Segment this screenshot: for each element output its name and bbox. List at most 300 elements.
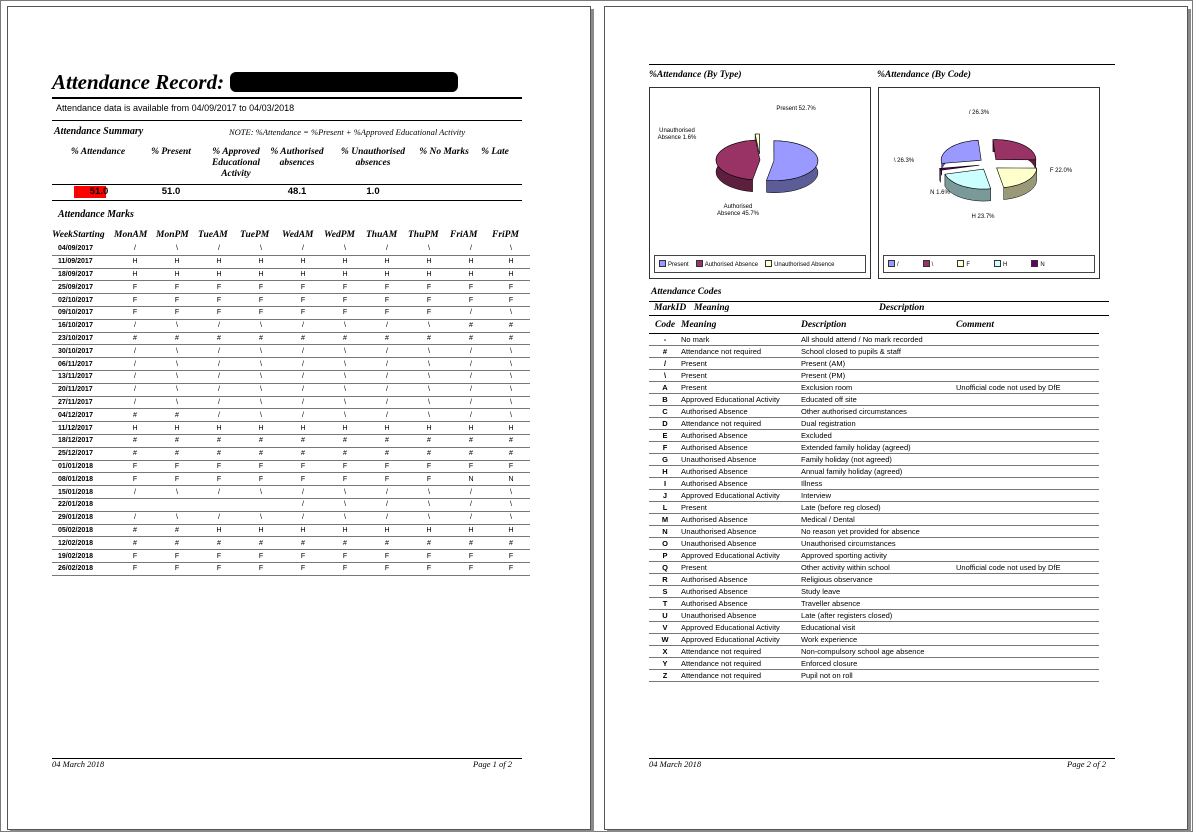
week-start-cell: 11/12/2017 <box>52 422 114 435</box>
mark-cell: H <box>282 422 324 435</box>
mark-cell: # <box>492 434 530 447</box>
mark-cell: \ <box>408 370 450 383</box>
description-cell: Late (after registers closed) <box>801 610 956 622</box>
mark-cell: \ <box>408 358 450 371</box>
meaning-cell: Attendance not required <box>681 346 801 358</box>
marks-body <box>52 243 530 575</box>
code-cell: Y <box>649 658 681 670</box>
marks-header-cell: MonAM <box>114 230 148 240</box>
mark-cell: / <box>450 498 492 511</box>
mark-cell: \ <box>156 358 198 371</box>
mark-cell: \ <box>240 383 282 396</box>
mark-cell: \ <box>324 383 366 396</box>
mark-cell: # <box>198 332 240 345</box>
pie-slice- <box>941 140 981 163</box>
description-cell: Interview <box>801 490 956 502</box>
mark-cell: H <box>114 268 156 281</box>
mark-cell: # <box>156 524 198 537</box>
code-cell: P <box>649 550 681 562</box>
mark-cell: / <box>450 370 492 383</box>
comment-cell <box>956 550 1099 562</box>
mark-cell: # <box>198 434 240 447</box>
description-cell: Present (PM) <box>801 370 956 382</box>
mark-cell: H <box>282 524 324 537</box>
mark-cell: \ <box>492 409 530 422</box>
comment-cell <box>956 442 1099 454</box>
legend-swatch <box>696 260 703 267</box>
marks-header-cell: FriAM <box>450 230 478 240</box>
mark-cell: F <box>114 294 156 307</box>
summary-header-no-marks: % No Marks <box>419 147 469 157</box>
footer-rule <box>52 758 522 759</box>
table-row <box>52 345 530 358</box>
description-cell: Excluded <box>801 430 956 442</box>
mark-cell: F <box>114 306 156 319</box>
code-cell: U <box>649 610 681 622</box>
mark-cell: H <box>408 422 450 435</box>
title-text: Attendance Record: <box>52 70 225 94</box>
mark-cell: H <box>198 268 240 281</box>
legend-entry <box>957 260 970 268</box>
mark-cell: \ <box>324 396 366 409</box>
meaning-cell: Authorised Absence <box>681 466 801 478</box>
mark-cell: # <box>282 447 324 460</box>
meaning-cell: Unauthorised Absence <box>681 538 801 550</box>
mark-cell: F <box>282 294 324 307</box>
table-row <box>52 562 530 575</box>
meaning-cell: Attendance not required <box>681 646 801 658</box>
mark-cell: F <box>366 460 408 473</box>
week-start-cell: 04/12/2017 <box>52 409 114 422</box>
code-cell: A <box>649 382 681 394</box>
mark-cell: \ <box>492 358 530 371</box>
mark-cell: F <box>450 562 492 575</box>
mark-cell: \ <box>156 370 198 383</box>
mark-cell: F <box>198 460 240 473</box>
mark-cell: / <box>366 345 408 358</box>
redacted-name <box>230 72 458 92</box>
summary-rule-top <box>52 184 522 185</box>
code-cell: # <box>649 346 681 358</box>
mark-cell: / <box>366 409 408 422</box>
marks-header-cell: TuePM <box>240 230 270 240</box>
mark-cell: F <box>198 281 240 294</box>
table-row <box>52 268 530 281</box>
mark-cell: / <box>198 370 240 383</box>
table-row <box>649 538 1099 550</box>
mark-cell: F <box>282 460 324 473</box>
mark-cell: \ <box>408 498 450 511</box>
mark-cell: / <box>366 358 408 371</box>
mark-cell: / <box>114 243 156 255</box>
mark-cell: H <box>450 268 492 281</box>
mark-cell: F <box>408 473 450 486</box>
mark-cell: H <box>450 422 492 435</box>
week-start-cell: 08/01/2018 <box>52 473 114 486</box>
mark-cell: / <box>114 370 156 383</box>
mark-cell: F <box>492 562 530 575</box>
table-row <box>649 442 1099 454</box>
week-start-cell: 30/10/2017 <box>52 345 114 358</box>
mark-cell: H <box>366 255 408 268</box>
comment-cell <box>956 526 1099 538</box>
mark-cell: \ <box>408 486 450 499</box>
meaning-cell: Unauthorised Absence <box>681 454 801 466</box>
pie-slice- <box>993 140 1036 160</box>
table-row <box>649 562 1099 574</box>
mark-cell: / <box>198 383 240 396</box>
mark-cell: # <box>366 537 408 550</box>
table-row <box>649 658 1099 670</box>
comment-cell <box>956 634 1099 646</box>
mark-cell: # <box>324 447 366 460</box>
description-cell: Other authorised circumstances <box>801 406 956 418</box>
mark-cell: F <box>450 294 492 307</box>
description-cell: Illness <box>801 478 956 490</box>
table-row <box>649 646 1099 658</box>
mark-cell <box>114 498 156 511</box>
description-cell: Educational visit <box>801 622 956 634</box>
table-row <box>649 634 1099 646</box>
mark-cell: F <box>156 294 198 307</box>
legend-label: / <box>897 262 899 268</box>
table-row <box>649 514 1099 526</box>
mark-cell: \ <box>408 345 450 358</box>
table-row <box>52 243 530 255</box>
mark-cell: H <box>240 255 282 268</box>
description-cell: Dual registration <box>801 418 956 430</box>
mark-cell: # <box>450 447 492 460</box>
mark-cell: / <box>450 358 492 371</box>
legend-swatch <box>923 260 930 267</box>
mark-cell: \ <box>240 243 282 255</box>
comment-cell <box>956 514 1099 526</box>
table-row <box>649 526 1099 538</box>
comment-cell <box>956 646 1099 658</box>
mark-cell: F <box>240 281 282 294</box>
meaning-cell: Authorised Absence <box>681 478 801 490</box>
meaning-cell: Unauthorised Absence <box>681 610 801 622</box>
legend-label: Unauthorised Absence <box>774 262 835 268</box>
mark-cell: \ <box>156 511 198 524</box>
table-row <box>52 473 530 486</box>
mark-cell: / <box>198 345 240 358</box>
week-start-cell: 04/09/2017 <box>52 243 114 255</box>
mark-cell: H <box>408 255 450 268</box>
mark-cell: # <box>450 319 492 332</box>
mark-cell: # <box>114 524 156 537</box>
week-start-cell: 06/11/2017 <box>52 358 114 371</box>
meaning-cell: Attendance not required <box>681 418 801 430</box>
meaning-cell: Approved Educational Activity <box>681 394 801 406</box>
mark-cell: F <box>324 562 366 575</box>
mark-cell: / <box>450 486 492 499</box>
mark-cell: / <box>282 498 324 511</box>
code-cell: V <box>649 622 681 634</box>
mark-cell: / <box>366 383 408 396</box>
code-cell: - <box>649 334 681 346</box>
chart-by-type <box>649 87 871 279</box>
mark-cell: F <box>156 306 198 319</box>
summary-header-present: % Present <box>151 147 191 157</box>
page-2 <box>604 6 1188 830</box>
description-cell: Pupil not on roll <box>801 670 956 682</box>
marks-header-cell: WedAM <box>282 230 314 240</box>
table-row <box>52 460 530 473</box>
mark-cell: F <box>114 281 156 294</box>
mark-cell: \ <box>492 498 530 511</box>
description-cell: Work experience <box>801 634 956 646</box>
mark-cell: F <box>156 550 198 563</box>
mark-cell: F <box>492 281 530 294</box>
table-row <box>52 422 530 435</box>
pie-data-label: \ 26.3% <box>893 158 915 164</box>
mark-cell: H <box>492 524 530 537</box>
mark-cell: H <box>492 422 530 435</box>
mark-cell: / <box>282 345 324 358</box>
mark-cell: # <box>198 537 240 550</box>
page-1 <box>7 6 591 830</box>
pie-data-label: F 22.0% <box>1049 168 1073 174</box>
week-start-cell: 22/01/2018 <box>52 498 114 511</box>
mark-cell: F <box>240 306 282 319</box>
summary-header-unauthorised: % Unauthorised absences <box>340 147 406 168</box>
codes-header-cell: Code <box>649 317 681 334</box>
mark-cell: # <box>366 332 408 345</box>
mark-cell: \ <box>324 409 366 422</box>
code-cell: C <box>649 406 681 418</box>
description-cell: Late (before reg closed) <box>801 502 956 514</box>
table-row <box>52 294 530 307</box>
mark-cell: / <box>366 486 408 499</box>
mark-cell: # <box>492 319 530 332</box>
codes-subheader-description: Description <box>879 303 925 313</box>
mark-cell: # <box>156 332 198 345</box>
table-row <box>52 486 530 499</box>
pie-data-label: / 26.3% <box>968 110 990 116</box>
mark-cell: \ <box>156 486 198 499</box>
legend-label: F <box>966 262 971 268</box>
mark-cell: H <box>240 422 282 435</box>
comment-cell <box>956 586 1099 598</box>
mark-cell: F <box>408 306 450 319</box>
legend-entry <box>659 260 689 268</box>
mark-cell: / <box>450 409 492 422</box>
comment-cell <box>956 430 1099 442</box>
week-start-cell: 25/12/2017 <box>52 447 114 460</box>
description-cell: Medical / Dental <box>801 514 956 526</box>
meaning-cell: Present <box>681 358 801 370</box>
meaning-cell: Authorised Absence <box>681 514 801 526</box>
mark-cell: \ <box>324 498 366 511</box>
mark-cell: / <box>198 511 240 524</box>
mark-cell: H <box>114 255 156 268</box>
week-start-cell: 15/01/2018 <box>52 486 114 499</box>
summary-note: NOTE: %Attendance = %Present + %Approved Educational Activity <box>229 127 466 137</box>
mark-cell: # <box>450 332 492 345</box>
marks-header-cell: WedPM <box>324 230 355 240</box>
legend-entry <box>994 260 1007 268</box>
legend-swatch <box>957 260 964 267</box>
table-row <box>649 358 1099 370</box>
summary-value-unauthorised: 1.0 <box>366 186 380 197</box>
mark-cell: F <box>156 473 198 486</box>
footer-page: Page 2 of 2 <box>1067 759 1106 769</box>
mark-cell: / <box>282 358 324 371</box>
mark-cell: # <box>114 447 156 460</box>
mark-cell: / <box>198 486 240 499</box>
mark-cell: F <box>156 562 198 575</box>
mark-cell: / <box>450 306 492 319</box>
legend-label: Authorised Absence <box>704 262 759 268</box>
mark-cell: \ <box>240 358 282 371</box>
mark-cell: \ <box>240 345 282 358</box>
mark-cell: # <box>156 409 198 422</box>
mark-cell: H <box>366 524 408 537</box>
chart-by-code-legend <box>883 255 1095 273</box>
code-cell: G <box>649 454 681 466</box>
availability-text: Attendance data is available from 04/09/2017 to 04/03/2018 <box>56 103 295 113</box>
mark-cell: # <box>282 434 324 447</box>
week-start-cell: 19/02/2018 <box>52 550 114 563</box>
mark-cell: # <box>114 332 156 345</box>
mark-cell: # <box>408 447 450 460</box>
mark-cell: / <box>450 396 492 409</box>
comment-cell <box>956 346 1099 358</box>
mark-cell: F <box>450 550 492 563</box>
codes-subheader-rule <box>649 301 1109 302</box>
summary-header-late: % Late <box>481 147 509 157</box>
meaning-cell: Attendance not required <box>681 670 801 682</box>
code-cell: X <box>649 646 681 658</box>
code-cell: F <box>649 442 681 454</box>
mark-cell: \ <box>240 319 282 332</box>
mark-cell: \ <box>240 370 282 383</box>
summary-header-authorised: % Authorised absences <box>270 147 324 168</box>
mark-cell: # <box>198 447 240 460</box>
comment-cell <box>956 658 1099 670</box>
codes-header-cell: Description <box>801 317 956 334</box>
table-row <box>649 598 1099 610</box>
mark-cell: F <box>324 294 366 307</box>
week-start-cell: 27/11/2017 <box>52 396 114 409</box>
mark-cell <box>240 498 282 511</box>
mark-cell: H <box>282 255 324 268</box>
mark-cell: H <box>408 268 450 281</box>
mark-cell: H <box>156 422 198 435</box>
meaning-cell: No mark <box>681 334 801 346</box>
mark-cell: F <box>240 550 282 563</box>
mark-cell: # <box>450 537 492 550</box>
footer-rule <box>649 758 1115 759</box>
mark-cell: H <box>492 268 530 281</box>
table-row <box>52 358 530 371</box>
mark-cell: F <box>282 550 324 563</box>
code-cell: I <box>649 478 681 490</box>
description-cell: Educated off site <box>801 394 956 406</box>
comment-cell <box>956 454 1099 466</box>
code-cell: \ <box>649 370 681 382</box>
mark-cell: \ <box>156 383 198 396</box>
mark-cell: F <box>450 281 492 294</box>
meaning-cell: Present <box>681 502 801 514</box>
page2-top-rule <box>649 64 1115 65</box>
chart-by-code-title: %Attendance (By Code) <box>877 70 971 80</box>
marks-header-cell: TueAM <box>198 230 228 240</box>
table-row <box>52 524 530 537</box>
mark-cell: # <box>240 434 282 447</box>
codes-subheader-rule-bottom <box>649 315 1109 316</box>
table-row <box>52 396 530 409</box>
table-row <box>649 370 1099 382</box>
marks-heading: Attendance Marks <box>58 209 134 220</box>
mark-cell: H <box>492 255 530 268</box>
mark-cell: / <box>114 511 156 524</box>
mark-cell: / <box>282 383 324 396</box>
description-cell: Enforced closure <box>801 658 956 670</box>
footer-date: 04 March 2018 <box>649 759 702 769</box>
mark-cell: H <box>156 255 198 268</box>
meaning-cell: Present <box>681 562 801 574</box>
mark-cell: \ <box>324 345 366 358</box>
mark-cell: / <box>282 370 324 383</box>
mark-cell: \ <box>156 396 198 409</box>
table-row <box>649 334 1099 346</box>
pie-data-label: N 1.6% <box>930 190 950 196</box>
table-row <box>52 409 530 422</box>
legend-entry <box>696 260 758 268</box>
meaning-cell: Present <box>681 382 801 394</box>
table-row <box>649 430 1099 442</box>
meaning-cell: Authorised Absence <box>681 406 801 418</box>
mark-cell: F <box>366 473 408 486</box>
mark-cell: / <box>282 511 324 524</box>
mark-cell: F <box>198 306 240 319</box>
attendance-codes-table <box>649 317 1099 682</box>
meaning-cell: Attendance not required <box>681 658 801 670</box>
mark-cell: # <box>156 434 198 447</box>
mark-cell: \ <box>408 319 450 332</box>
table-row <box>649 346 1099 358</box>
table-row <box>649 394 1099 406</box>
week-start-cell: 12/02/2018 <box>52 537 114 550</box>
comment-cell <box>956 406 1099 418</box>
week-start-cell: 25/09/2017 <box>52 281 114 294</box>
pie-data-label: Unauthorised Absence 1.6% <box>657 128 697 141</box>
mark-cell: \ <box>240 409 282 422</box>
mark-cell: / <box>198 409 240 422</box>
mark-cell: \ <box>408 383 450 396</box>
meaning-cell: Approved Educational Activity <box>681 490 801 502</box>
mark-cell: # <box>282 537 324 550</box>
mark-cell: \ <box>492 243 530 255</box>
mark-cell: \ <box>240 396 282 409</box>
legend-entry <box>923 260 934 268</box>
mark-cell: F <box>324 460 366 473</box>
mark-cell: F <box>324 473 366 486</box>
mark-cell: / <box>366 498 408 511</box>
week-start-cell: 18/09/2017 <box>52 268 114 281</box>
mark-cell: # <box>114 409 156 422</box>
mark-cell: F <box>324 281 366 294</box>
code-cell: H <box>649 466 681 478</box>
footer-date: 04 March 2018 <box>52 759 105 769</box>
marks-header-cell: WeekStarting <box>52 230 105 240</box>
mark-cell: F <box>240 562 282 575</box>
description-cell: Present (AM) <box>801 358 956 370</box>
table-row <box>649 490 1099 502</box>
mark-cell: / <box>282 486 324 499</box>
